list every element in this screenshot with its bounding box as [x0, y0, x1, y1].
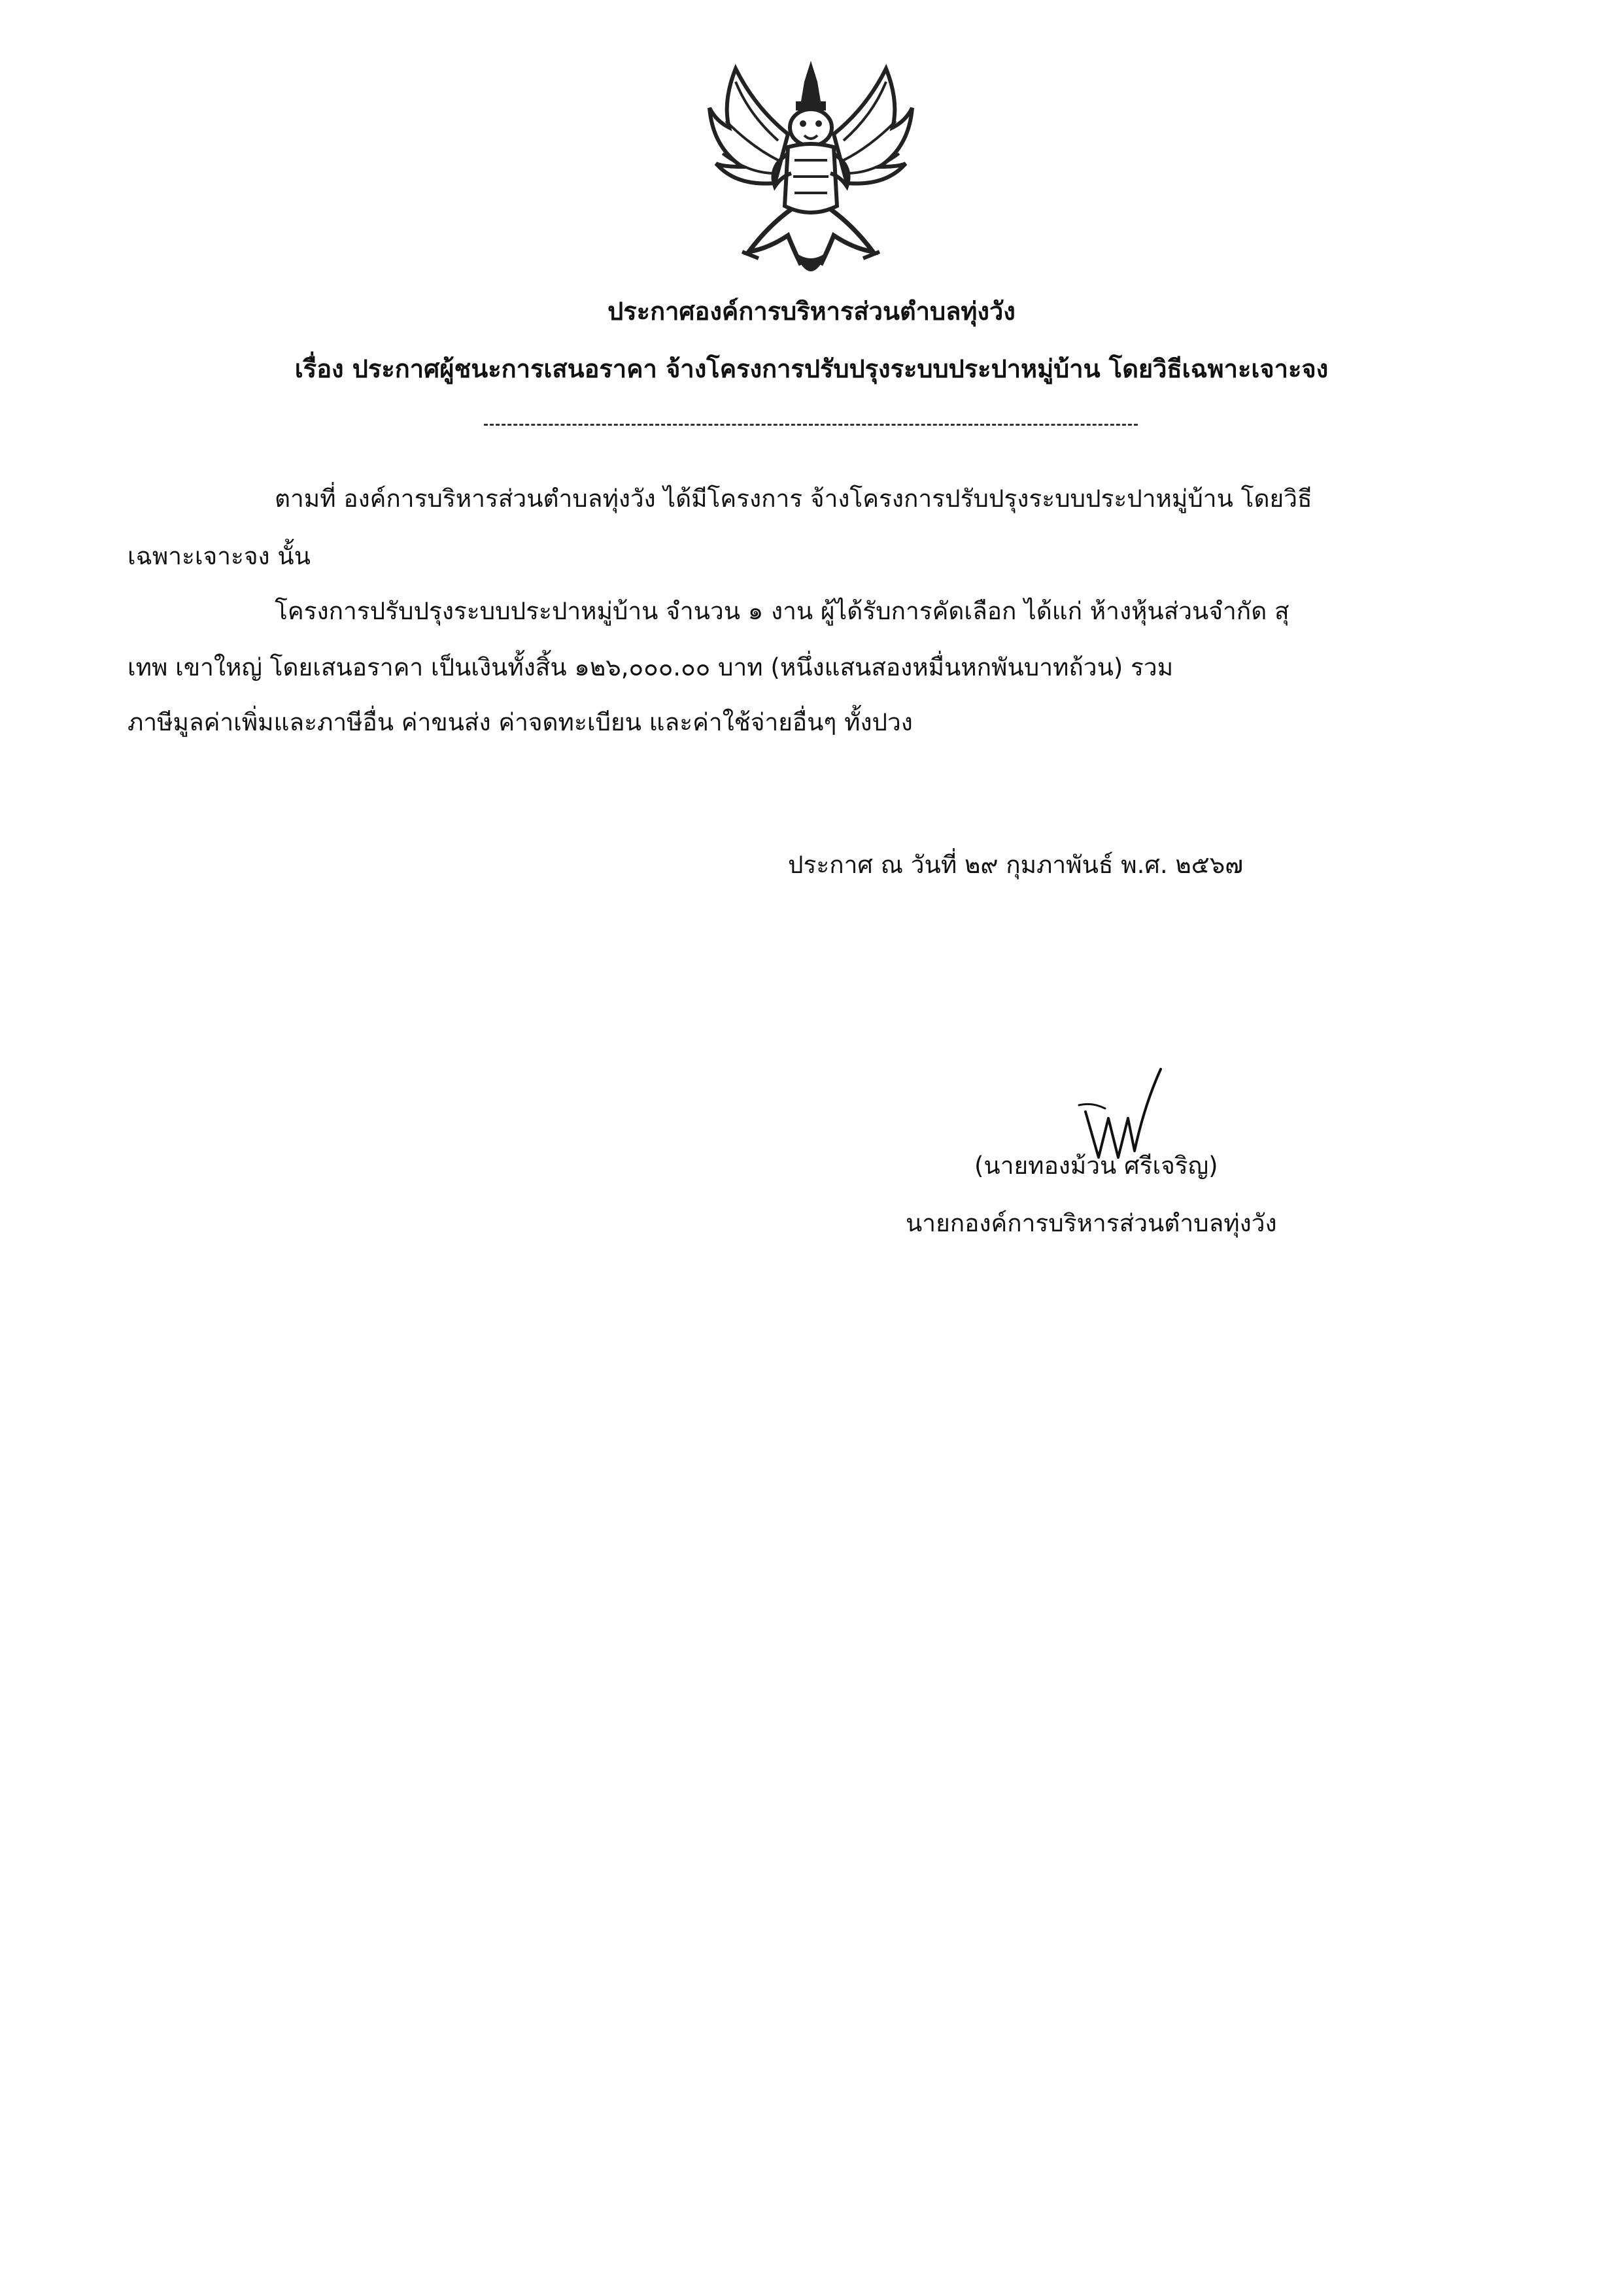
announcement-subject: เรื่อง ประกาศผู้ชนะการเสนอราคา จ้างโครงการปรับปรุงระบบประปาหมู่บ้าน โดยวิธีเฉพาะเจาะจง [294, 354, 1329, 383]
announcement-heading: ประกาศองค์การบริหารส่วนตำบลทุ่งวัง [607, 297, 1016, 326]
body-paragraph-2-line-1: โครงการปรับปรุงระบบประปาหมู่บ้าน จำนวน ๑ งาน ผู้ได้รับการคัดเลือก ได้แก่ ห้างหุ้นส่วนจำกัด สุ [275, 597, 1290, 625]
signatory-name: (นายทองม้วน ศรีเจริญ) [974, 1152, 1218, 1180]
body-paragraph-1-line-2: เฉพาะเจาะจง นั้น [128, 542, 311, 570]
body-paragraph-2-line-2: เทพ เขาใหญ่ โดยเสนอราคา เป็นเงินทั้งสิ้น ๑๒๖,๐๐๐.๐๐ บาท (หนึ่งแสนสองหมื่นหกพันบาทถ้วน) รวม [128, 653, 1174, 681]
signatory-title: นายกองค์การบริหารส่วนตำบลทุ่งวัง [906, 1209, 1277, 1237]
divider [484, 424, 1138, 426]
body-paragraph-2-line-3: ภาษีมูลค่าเพิ่มและภาษีอื่น ค่าขนส่ง ค่าจดทะเบียน และค่าใช้จ่ายอื่นๆ ทั้งปวง [128, 708, 913, 736]
handwritten-signature-icon [1072, 1066, 1164, 1164]
announcement-date: ประกาศ ณ วันที่ ๒๙ กุมภาพันธ์ พ.ศ. ๒๕๖๗ [788, 851, 1244, 879]
garuda-emblem-icon [696, 56, 925, 291]
body-paragraph-1-line-1: ตามที่ องค์การบริหารส่วนตำบลทุ่งวัง ได้มีโครงการ จ้างโครงการปรับปรุงระบบประปาหมู่บ้าน โดยวิธี [275, 485, 1312, 513]
